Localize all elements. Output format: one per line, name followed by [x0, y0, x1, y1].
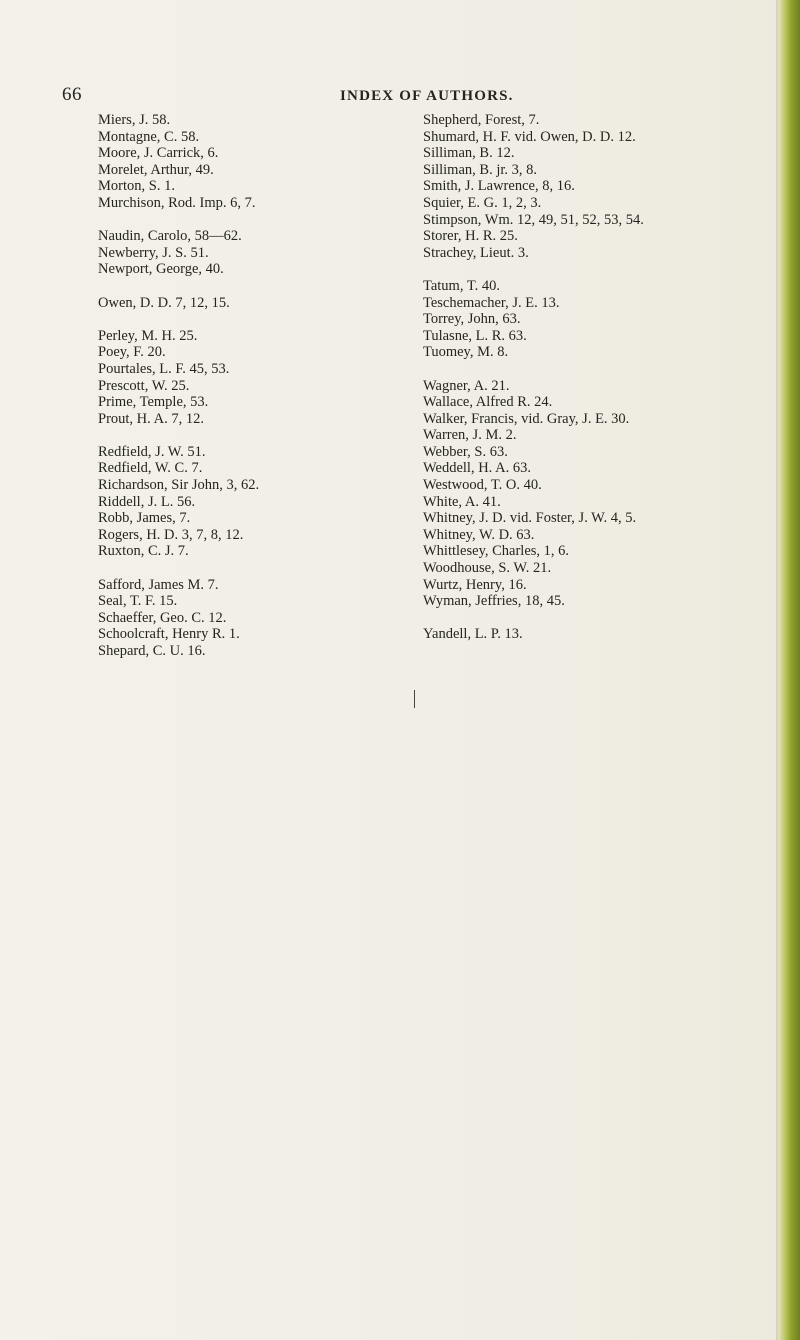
index-column-left [98, 112, 428, 676]
index-entry: Shepard, C. U. 16. [98, 643, 206, 659]
index-entry: Walker, Francis, vid. Gray, J. E. 30. [423, 410, 630, 427]
index-entry: Murchison, Rod. Imp. 6, 7. [98, 194, 256, 211]
index-entry: White, A. 41. [423, 493, 501, 510]
index-entry: Schaeffer, Geo. C. 12. [98, 609, 227, 626]
index-entry: Teschemacher, J. E. 13. [423, 294, 560, 311]
page-edge [778, 0, 800, 1340]
index-entry: Newberry, J. S. 51. [98, 244, 209, 261]
index-entry: Whittlesey, Charles, 1, 6. [423, 543, 570, 560]
index-entry: Tuomey, M. 8. [423, 344, 509, 361]
index-entry: Redfield, J. W. 51. [98, 443, 206, 460]
column-rule [414, 690, 415, 708]
index-entry: Wyman, Jeffries, 18, 45. [423, 593, 565, 610]
index-entry: Wagner, A. 21. [423, 377, 510, 394]
index-entry: Tatum, T. 40. [423, 277, 500, 294]
index-entry: Richardson, Sir John, 3, 62. [98, 477, 260, 494]
index-group [423, 626, 773, 643]
index-entry: Rogers, H. D. 3, 7, 8, 12. [98, 526, 244, 543]
index-group [98, 444, 428, 560]
index-group [98, 328, 428, 428]
index-entry: Ruxton, C. J. 7. [98, 543, 189, 560]
index-entry: Shepherd, Forest, 7. [423, 112, 540, 128]
index-entry: Moore, J. Carrick, 6. [98, 145, 219, 162]
index-entry: Prout, H. A. 7, 12. [98, 410, 204, 427]
index-group [98, 112, 428, 212]
index-entry: Warren, J. M. 2. [423, 427, 517, 444]
index-entry: Morelet, Arthur, 49. [98, 161, 214, 178]
index-entry: Poey, F. 20. [98, 344, 166, 361]
index-entry: Squier, E. G. 1, 2, 3. [423, 194, 542, 211]
index-entry: Riddell, J. L. 56. [98, 493, 196, 510]
index-group [98, 577, 428, 660]
index-entry: Smith, J. Lawrence, 8, 16. [423, 178, 575, 195]
index-group [423, 112, 773, 261]
index-entry: Strachey, Lieut. 3. [423, 244, 529, 261]
index-entry: Redfield, W. C. 7. [98, 460, 203, 477]
index-entry: Webber, S. 63. [423, 443, 508, 460]
index-entry: Miers, J. 58. [98, 112, 171, 128]
index-entry: Whitney, W. D. 63. [423, 526, 535, 543]
index-entry: Wallace, Alfred R. 24. [423, 394, 553, 411]
index-entry: Perley, M. H. 25. [98, 327, 198, 344]
index-entry: Naudin, Carolo, 58—62. [98, 228, 242, 245]
index-entry: Robb, James, 7. [98, 510, 191, 527]
index-group [98, 228, 428, 278]
index-entry: Schoolcraft, Henry R. 1. [98, 626, 240, 643]
index-entry: Wurtz, Henry, 16. [423, 576, 527, 593]
index-group [98, 295, 428, 312]
index-entry: Prescott, W. 25. [98, 377, 190, 394]
index-entry: Owen, D. D. 7, 12, 15. [98, 294, 230, 311]
running-head: INDEX OF AUTHORS. [340, 88, 514, 104]
index-entry: Shumard, H. F. vid. Owen, D. D. 12. [423, 128, 636, 145]
index-entry: Stimpson, Wm. 12, 49, 51, 52, 53, 54. [423, 211, 644, 228]
index-group [423, 278, 773, 361]
index-entry: Newport, George, 40. [98, 261, 224, 278]
index-entry: Seal, T. F. 15. [98, 593, 178, 610]
index-entry: Westwood, T. O. 40. [423, 477, 542, 494]
index-entry: Safford, James M. 7. [98, 576, 219, 593]
index-entry: Montagne, C. 58. [98, 128, 200, 145]
index-entry: Prime, Temple, 53. [98, 394, 209, 411]
page-number: 66 [62, 84, 82, 105]
index-entry: Tulasne, L. R. 63. [423, 327, 527, 344]
index-entry: Storer, H. R. 25. [423, 228, 518, 245]
index-entry: Whitney, J. D. vid. Foster, J. W. 4, 5. [423, 510, 637, 527]
index-entry: Woodhouse, S. W. 21. [423, 560, 552, 577]
index-entry: Morton, S. 1. [98, 178, 175, 195]
index-entry: Silliman, B. jr. 3, 8. [423, 161, 537, 178]
index-group [423, 378, 773, 610]
index-column-right [423, 112, 773, 660]
index-entry: Pourtales, L. F. 45, 53. [98, 360, 230, 377]
index-entry: Silliman, B. 12. [423, 145, 515, 162]
index-entry: Torrey, John, 63. [423, 311, 521, 328]
index-entry: Yandell, L. P. 13. [423, 626, 523, 643]
index-entry: Weddell, H. A. 63. [423, 460, 531, 477]
